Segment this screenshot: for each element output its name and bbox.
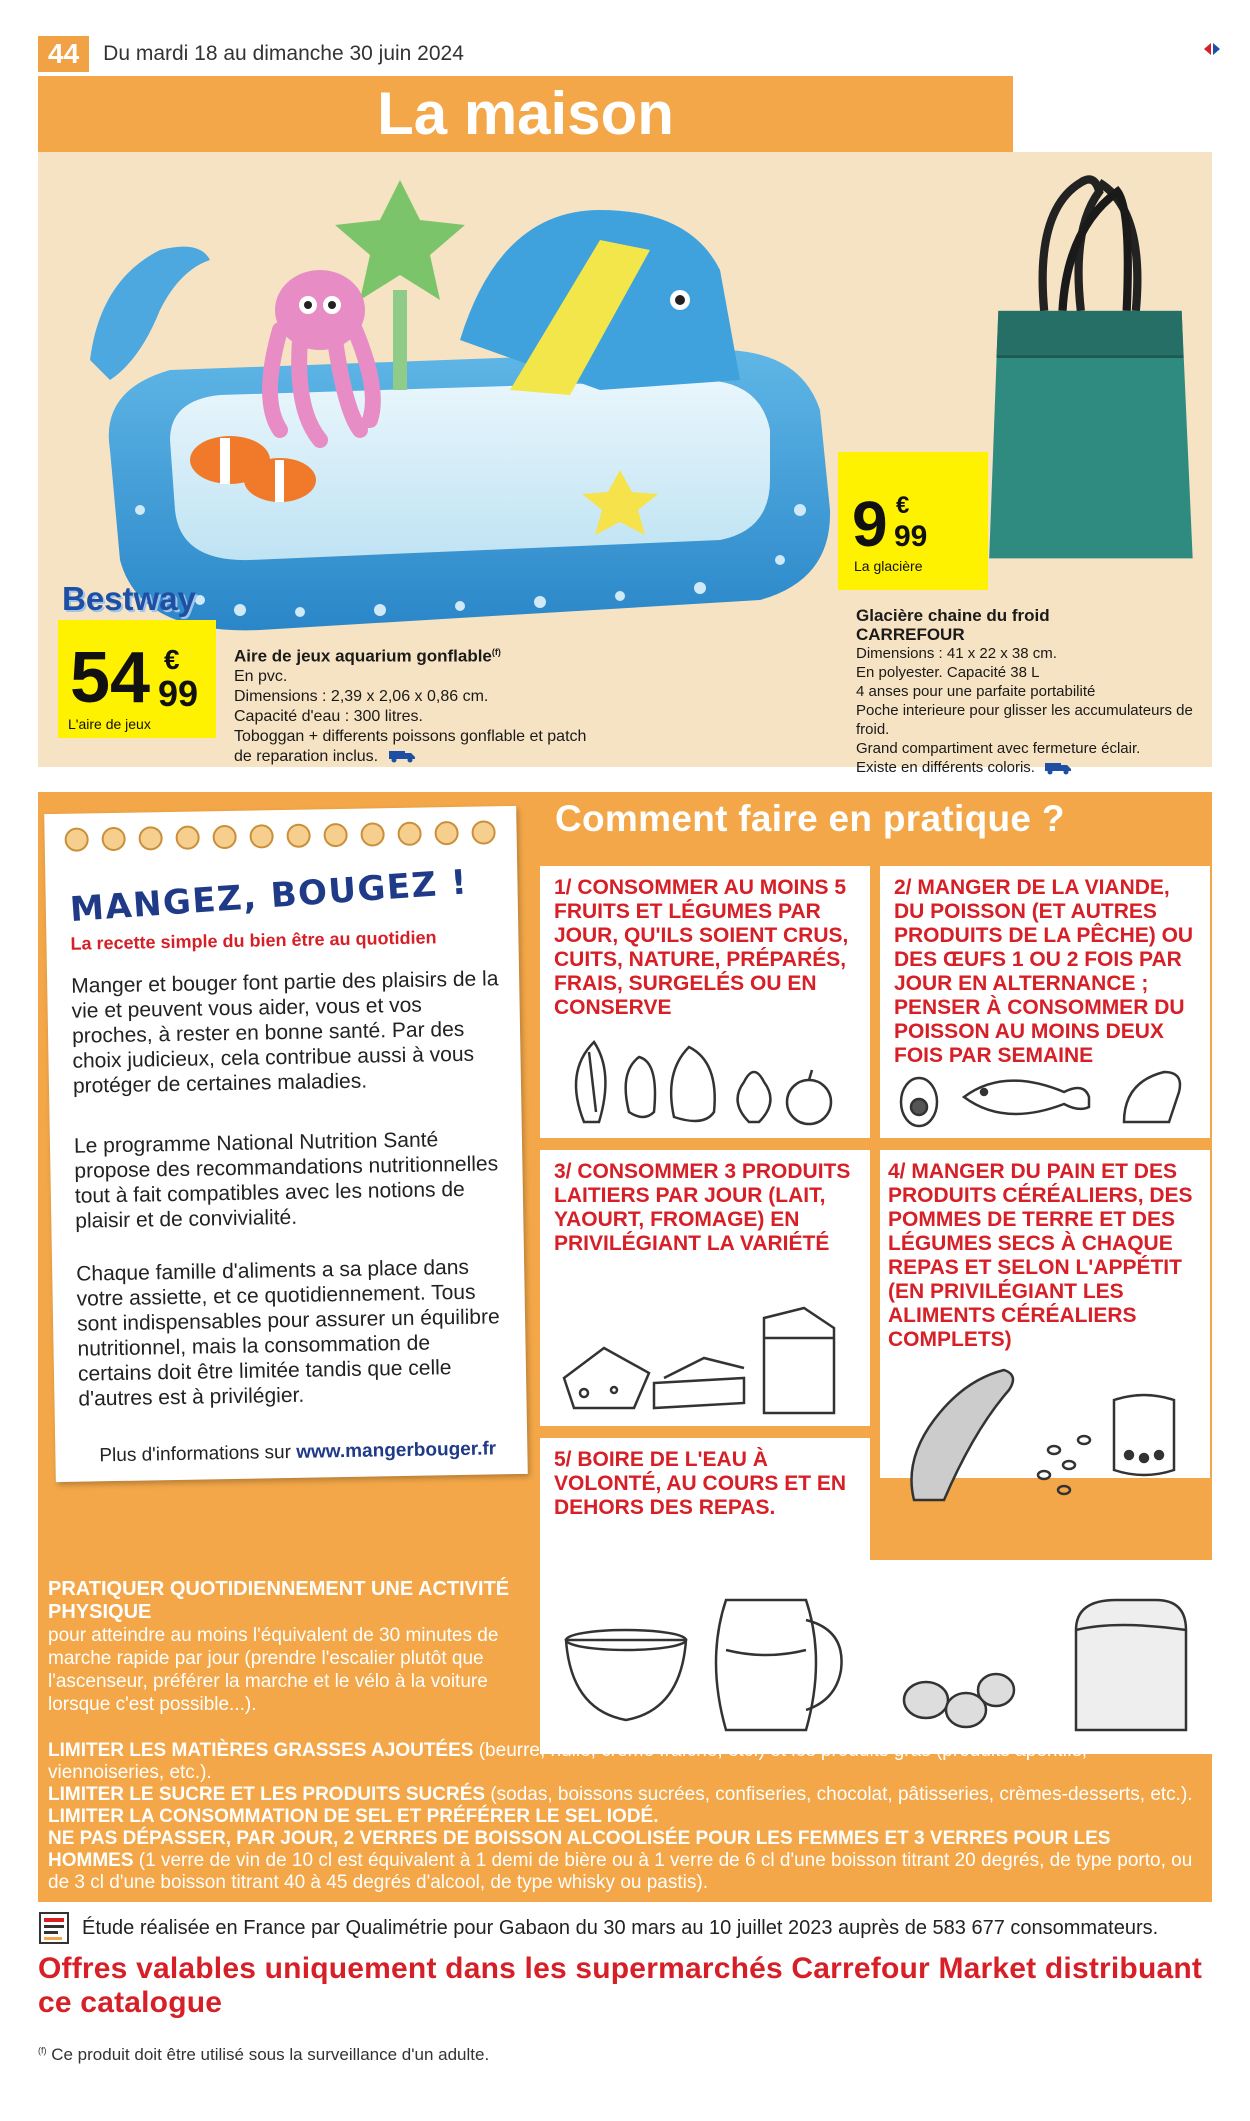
pool-price-label: L'aire de jeux bbox=[68, 716, 151, 732]
fish-meat-egg-icon bbox=[894, 1052, 1194, 1132]
bread-cereals-icon bbox=[894, 1360, 1194, 1510]
notepad-ring-icon bbox=[323, 823, 347, 847]
tip-panel-2 bbox=[880, 866, 1210, 1138]
pool-price-euros: 54 bbox=[70, 638, 151, 718]
cooler-line: Existe en différents coloris. bbox=[856, 758, 1216, 777]
tip-text: 2/ MANGER DE LA VIANDE, DU POISSON (ET AUTRES PRODUITS DE LA PÊCHE) OU DES ŒUFS 1 OU 2 FOIS PAR JOUR EN ALTERNANCE ; PENSER À CONSOMMER DU POISSON AU MOINS DEUX FOIS PAR SEMAINE bbox=[894, 876, 1194, 1067]
offer-dates: Du mardi 18 au dimanche 30 juin 2024 bbox=[103, 42, 464, 65]
cooler-line: En polyester. Capacité 38 L bbox=[856, 664, 1040, 681]
notepad-ring-icon bbox=[138, 826, 162, 850]
limit-line: LIMITER LA CONSOMMATION DE SEL ET PRÉFÉRER LE SEL IODÉ. bbox=[48, 1806, 659, 1827]
footnote: $^{(f)}$ Ce produit doit être utilisé sous la surveillance d'un adulte. bbox=[38, 2045, 490, 2064]
pool-description bbox=[234, 642, 614, 767]
notepad-subtitle: La recette simple du bien être au quotidien bbox=[70, 927, 437, 954]
notepad-ring-icon bbox=[101, 827, 125, 851]
limit-line: LIMITER LE SUCRE ET LES PRODUITS SUCRÉS (sodas, boissons sucrées, confiseries, chocolat, pâtisseries, crèmes-desserts, etc.). bbox=[48, 1784, 1193, 1805]
cooler-price-tag bbox=[838, 452, 988, 590]
limit-line: NE PAS DÉPASSER, PAR JOUR, 2 VERRES DE BOISSON ALCOOLISÉE POUR LES FEMMES ET 3 VERRES POUR LES HOMMES (1 verre de vin de 10 cl est équivalent à 1 demi de bière ou à 1 verre de 6 cl d'une boisson titrant 20 degrés, de type porto, ou de 3 cl d'une boisson titrant 40 à 45 degrés d'alcool, de type whisky ou pastis). bbox=[48, 1828, 1193, 1893]
more-info-line: Plus d'informations sur www.mangerbouger.fr bbox=[99, 1438, 497, 1467]
cooler-description bbox=[856, 606, 1216, 777]
activity-heading: PRATIQUER QUOTIDIENNEMENT UNE ACTIVITÉ PHYSIQUE bbox=[48, 1578, 510, 1623]
pool-line: Toboggan + differents poissons gonflable et patch bbox=[234, 727, 587, 745]
notepad-ring-icon bbox=[286, 824, 310, 848]
tip-text: 5/ BOIRE DE L'EAU À VOLONTÉ, AU COURS ET EN DEHORS DES REPAS. bbox=[554, 1448, 847, 1519]
pool-price-cents: 99 bbox=[158, 673, 199, 714]
mangez-bougez-notepad bbox=[44, 806, 528, 1482]
notepad-paragraph: Manger et bouger font partie des plaisirs de la vie et peuvent vous aider, vous et vos proches, à rester en bonne santé. Par des choix judicieux, cela contribue aussi à vous protéger de certaines maladies. bbox=[71, 967, 499, 1098]
activity-text: pour atteindre au moins l'équivalent de 30 minutes de marche rapide par jour (prendre l'escalier plutôt que l'ascenseur, préférer la marche et le vélo à la voiture lorsque c'est possible...). bbox=[48, 1625, 499, 1715]
notepad-ring-icon bbox=[175, 825, 199, 849]
notepad-ring-icon bbox=[397, 822, 421, 846]
pool-title: Aire de jeux aquarium gonflable$^{(f)}$ bbox=[234, 646, 501, 666]
cooler-bag-image bbox=[980, 170, 1200, 580]
offers-validity: Offres valables uniquement dans les supermarchés Carrefour Market distribuant ce catalogue bbox=[38, 1952, 1203, 2019]
page-header bbox=[38, 36, 464, 72]
notepad-ring-icon bbox=[434, 821, 458, 845]
pool-line: de reparation inclus. bbox=[234, 747, 614, 767]
study-text: Étude réalisée en France par Qualimétrie pour Gabaon du 30 mars au 10 juillet 2023 auprès de 583 677 consommateurs. bbox=[82, 1916, 1159, 1939]
section-banner bbox=[38, 76, 1013, 152]
pool-line: Capacité d'eau : 300 litres. bbox=[234, 707, 423, 725]
study-note bbox=[38, 1910, 1158, 1946]
tip-text: 4/ MANGER DU PAIN ET DES PRODUITS CÉRÉALIERS, DES POMMES DE TERRE ET DES LÉGUMES SECS À CHAQUE REPAS ET SELON L'APPÉTIT (EN PRIVILÉGIANT LES ALIMENTS CÉRÉALIERS COMPLETS) bbox=[888, 1160, 1193, 1351]
cooler-line: Poche interieure pour glisser les accumulateurs de froid. bbox=[856, 702, 1193, 738]
health-section-title: Comment faire en pratique ? bbox=[555, 798, 1065, 839]
pool-price-tag bbox=[58, 620, 216, 738]
tip-text: 1/ CONSOMMER AU MOINS 5 FRUITS ET LÉGUMES PAR JOUR, QU'ILS SOIENT CRUS, CUITS, NATURE, PRÉPARÉS, FRAIS, SURGELÉS OU EN CONSERVE bbox=[554, 876, 849, 1019]
notepad-paragraph: Chaque famille d'aliments a sa place dans votre assiette, et ce quotidiennement. Tous sont indispensables pour assurer un équilibre nutritionnel, mais la consommation de certains doit être limitée tandis que celle d'autres est à privilégier. bbox=[76, 1255, 500, 1411]
notepad-ring-icon bbox=[64, 827, 88, 851]
notepad-title: MANGEZ, BOUGEZ ! bbox=[68, 862, 470, 931]
limit-line: LIMITER LES MATIÈRES GRASSES AJOUTÉES (beurre, huile, crème fraîche, etc.) et les produits gras (produits apéritifs, viennoiseries, etc.). bbox=[48, 1740, 1087, 1783]
delivery-truck-icon bbox=[387, 749, 417, 763]
bestway-brand-logo: Bestway bbox=[62, 580, 196, 617]
water-jug-bowl-icon bbox=[556, 1560, 1196, 1750]
study-badge-icon bbox=[38, 1911, 70, 1945]
section-title: La maison bbox=[377, 80, 674, 147]
tip-panel-4 bbox=[880, 1150, 1210, 1478]
tip-panel-3 bbox=[540, 1150, 870, 1426]
pool-price-currency: € bbox=[164, 644, 180, 675]
mangerbouger-link[interactable]: www.mangerbouger.fr bbox=[296, 1438, 497, 1463]
pool-line: Dimensions : 2,39 x 2,06 x 0,86 cm. bbox=[234, 687, 489, 705]
physical-activity-block bbox=[48, 1578, 548, 1716]
cooler-price-euros: 9 bbox=[852, 488, 888, 560]
cooler-price-cents: 99 bbox=[894, 520, 928, 553]
notepad-ring-icon bbox=[360, 822, 384, 846]
page-number: 44 bbox=[38, 36, 89, 72]
cooler-line: Grand compartiment avec fermeture éclair. bbox=[856, 740, 1141, 757]
cooler-brand: CARREFOUR bbox=[856, 625, 965, 644]
cooler-price-currency: € bbox=[896, 492, 910, 519]
notepad-ring-icon bbox=[249, 824, 273, 848]
limits-block bbox=[48, 1740, 1198, 1894]
tip-panel-1 bbox=[540, 866, 870, 1138]
delivery-truck-icon bbox=[1043, 761, 1073, 775]
carrefour-logo-icon bbox=[1204, 42, 1220, 58]
notepad-paragraph: Le programme National Nutrition Santé propose des recommandations nutritionnelles tout à fait compatibles avec les notions de plaisir et de convivialité. bbox=[73, 1128, 499, 1233]
cooler-title: Glacière chaine du froid bbox=[856, 606, 1050, 625]
notepad-ring-icon bbox=[212, 825, 236, 849]
notepad-ring-icon bbox=[471, 820, 495, 844]
cooler-line: Dimensions : 41 x 22 x 38 cm. bbox=[856, 645, 1057, 662]
tip-text: 3/ CONSOMMER 3 PRODUITS LAITIERS PAR JOUR (LAIT, YAOURT, FROMAGE) EN PRIVILÉGIANT LA VARIÉTÉ bbox=[554, 1160, 851, 1255]
cooler-price-label: La glacière bbox=[854, 558, 923, 574]
dairy-products-icon bbox=[554, 1278, 854, 1418]
pool-line: En pvc. bbox=[234, 667, 288, 685]
cooler-line: 4 anses pour une parfaite portabilité bbox=[856, 683, 1096, 700]
fruits-vegetables-icon bbox=[554, 1032, 854, 1132]
